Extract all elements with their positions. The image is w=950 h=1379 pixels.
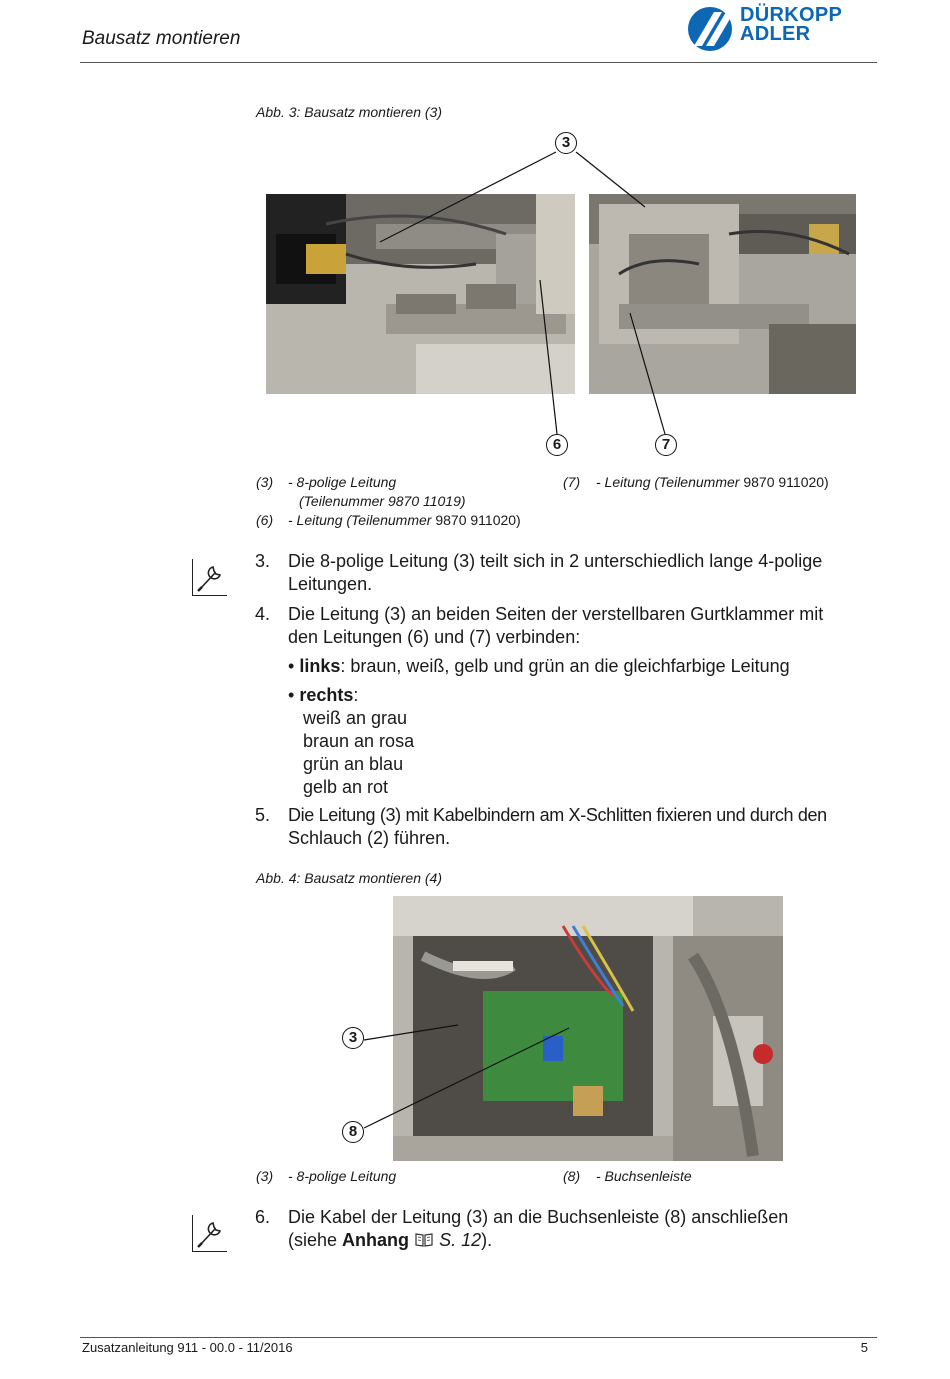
bullet-rechts: • rechts: [288,685,359,705]
step-4-line1: Die Leitung (3) an beiden Seiten der verstellbaren Gurtklammer mit [288,604,824,624]
legend4-item3-num: (3) [256,1168,274,1184]
legend-item7-num: (7) [563,474,581,490]
legend4-item8-num: (8) [563,1168,581,1184]
logo-line1: DÜRKOPP [740,4,843,26]
bullet-marker: • [288,656,295,676]
step-5-line1: Die Leitung (3) mit Kabelbindern am X-Schlitten fixieren und durch den [288,805,827,825]
page-reference[interactable]: S. 12 [439,1230,482,1250]
step-5-line2: Schlauch (2) führen. [288,828,451,848]
figure3-caption: Abb. 3: Bausatz montieren (3) [256,104,442,120]
step-6 [255,1206,875,1256]
appendix-link[interactable]: Anhang [342,1230,410,1250]
step-4-number: 4. [255,604,271,624]
footer-document-id: Zusatzanleitung 911 - 00.0 - 11/2016 [82,1340,293,1355]
step-6-line2: (siehe Anhang S. 12). [288,1230,493,1250]
figure4-caption: Abb. 4: Bausatz montieren (4) [256,870,442,886]
logo-line2: ADLER [740,23,811,45]
step-6-line1: Die Kabel der Leitung (3) an die Buchsenleiste (8) anschließen [288,1207,789,1227]
figure3-callout-7: 7 [655,434,677,456]
legend-item3-sub: (Teilenummer 9870 11019) [299,493,466,509]
wrench-icon [192,1215,227,1252]
legend4-item3-text: - 8-polige Leitung [288,1168,397,1184]
figure3-callout-3: 3 [555,132,577,154]
figure4-callout-3: 3 [342,1027,364,1049]
legend4-item8-text: - Buchsenleiste [596,1168,692,1184]
step-5-number: 5. [255,805,271,825]
figure3-callout-6: 6 [546,434,568,456]
rechts-item: weiß an grau [303,708,408,728]
step-3-number: 3. [255,551,271,571]
legend-item3-text: - 8-polige Leitung [288,474,397,490]
legend-item6-num: (6) [256,512,274,528]
book-icon [414,1232,434,1248]
legend-item6-text: - Leitung (Teilenummer 9870 911020) [288,512,521,528]
rechts-item: gelb an rot [303,777,389,797]
legend-item3-num: (3) [256,474,274,490]
bullet-marker: • [288,685,295,705]
header-title: Bausatz montieren [82,28,241,49]
step-4-line2: den Leitungen (6) und (7) verbinden: [288,627,581,647]
rechts-item: grün an blau [303,754,404,774]
rechts-item: braun an rosa [303,731,415,751]
figure4-legend [256,1168,876,1188]
step-3-line1: Die 8-polige Leitung (3) teilt sich in 2 unterschiedlich lange 4-polige [288,551,823,571]
legend-item7-text: - Leitung (Teilenummer 9870 911020) [596,474,829,490]
bullet-links-label: links [299,656,341,676]
bullet-rechts-label: rechts [299,685,354,705]
step-6-number: 6. [255,1207,271,1227]
step-3-line2: Leitungen. [288,574,373,594]
footer-page-number: 5 [860,1340,868,1355]
bullet-links-text: : braun, weiß, gelb und grün an die gleichfarbige Leitung [340,656,790,676]
figure4-callout-8: 8 [342,1121,364,1143]
footer-divider [80,1337,877,1338]
